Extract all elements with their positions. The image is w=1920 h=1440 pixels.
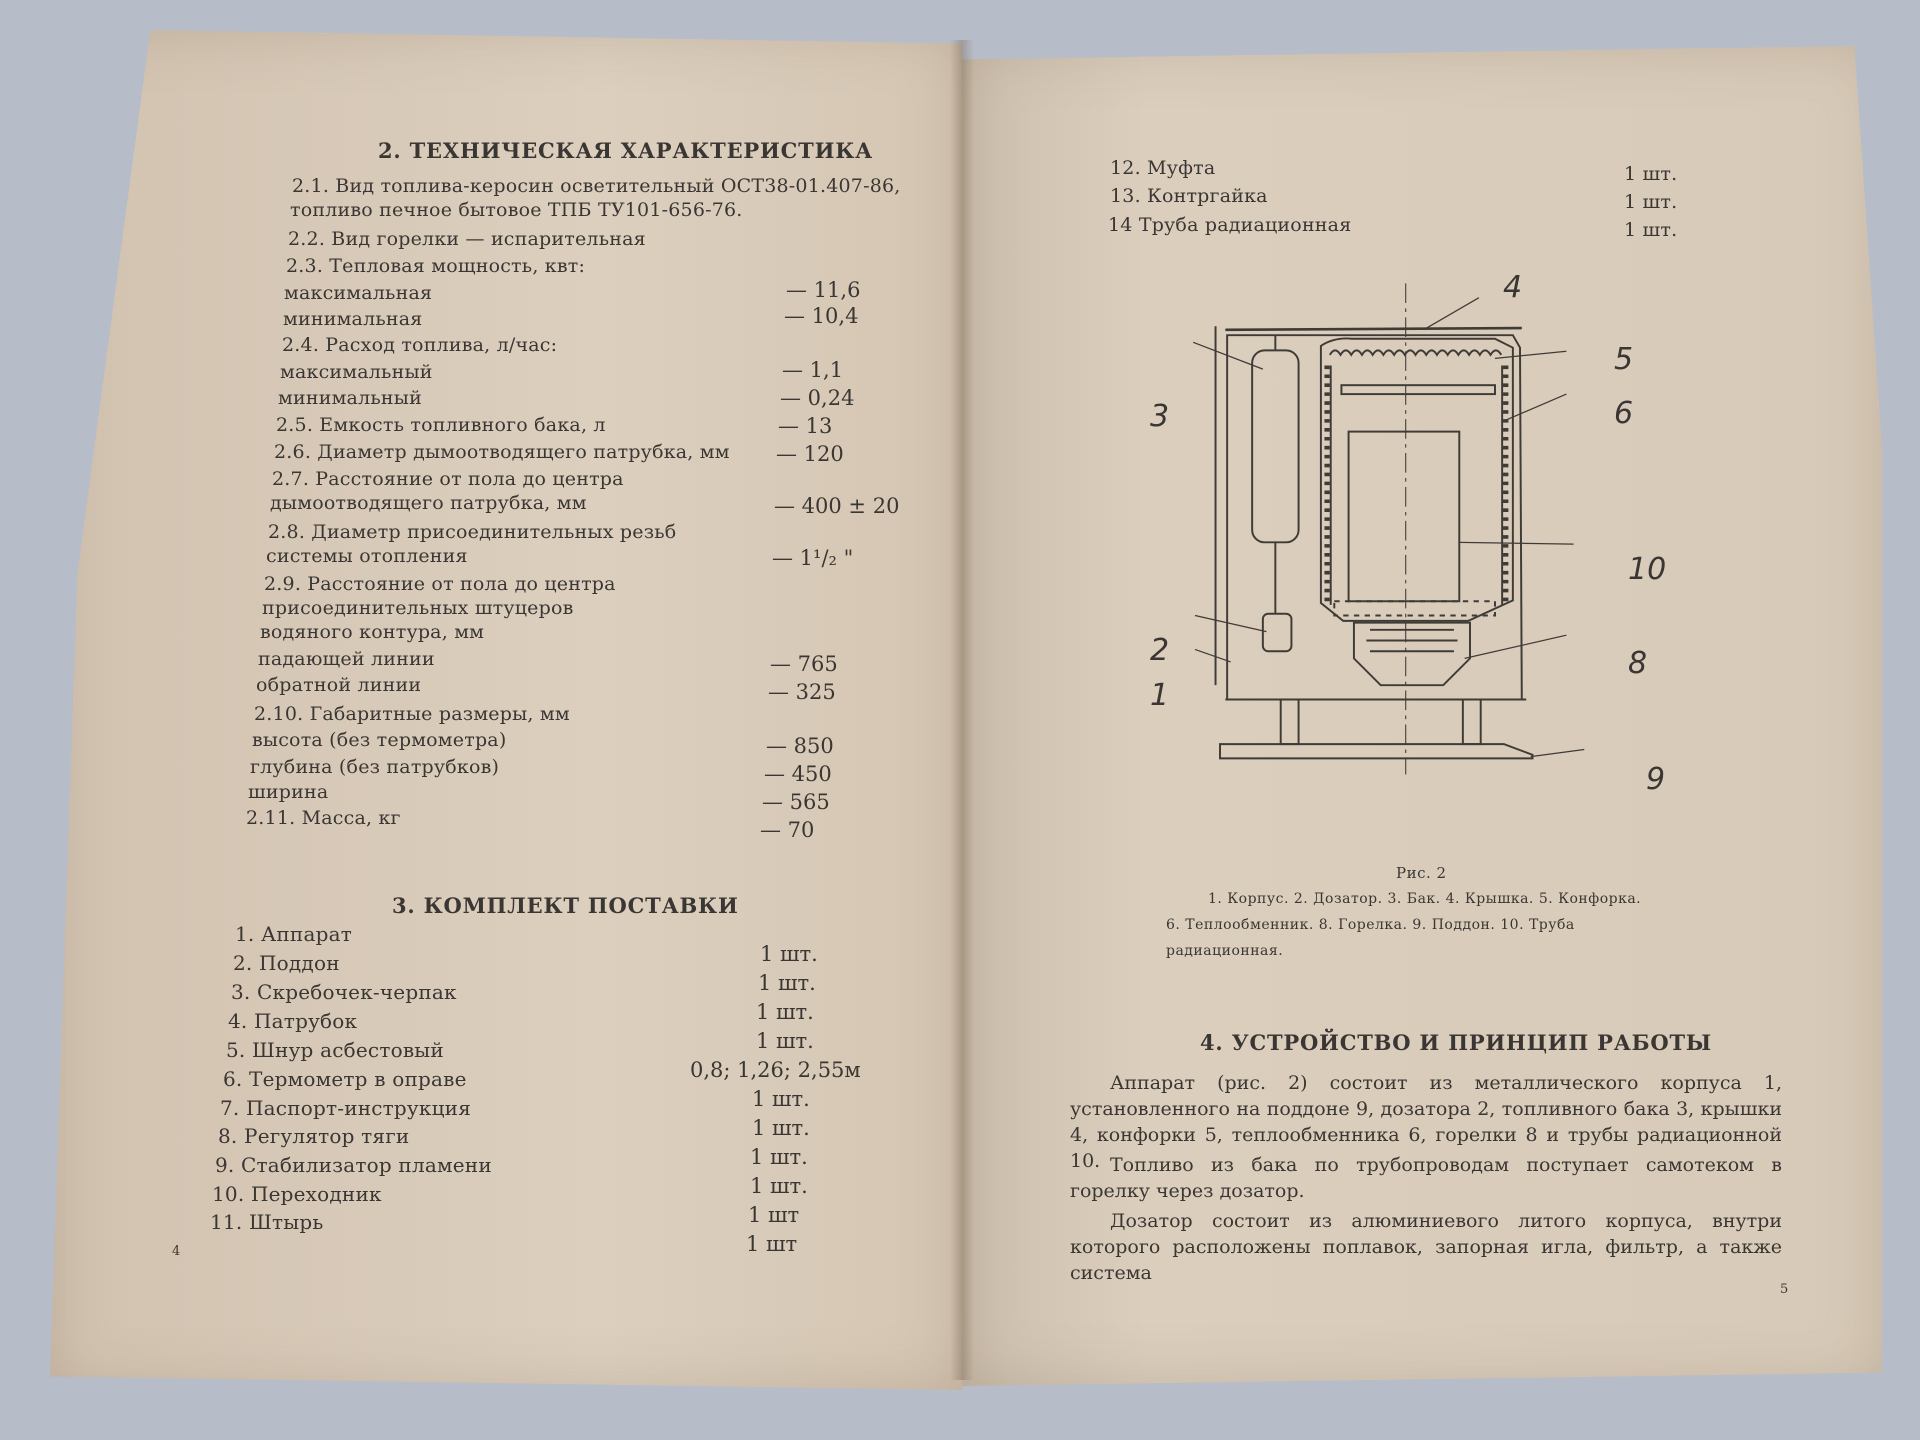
kit-item: 7. Паспорт-инструкция [220,1096,472,1120]
book-gutter [950,40,974,1380]
spec-value: — 765 [770,652,838,676]
callout-label: 4 [1503,270,1523,305]
spec-value: — 1¹/₂ " [772,546,854,570]
spec-line: системы отопления [266,545,468,567]
callout-label: 5 [1614,342,1634,377]
kit-item: 14 Труба радиационная [1108,214,1352,236]
spec-line: 2.1. Вид топлива-керосин осветительный ОСТ38-01.407-86, [292,175,901,197]
spec-line: глубина (без патрубков) [250,756,500,778]
spec-line: ширина [248,781,329,803]
spec-value: — 11,6 [786,278,861,302]
callout-label: 2 [1150,633,1170,668]
spec-value: — 10,4 [784,304,859,328]
spec-line: максимальная [284,282,433,304]
figure-caption-line: 1. Корпус. 2. Дозатор. 3. Бак. 4. Крышка. 5. Конфорка. [1208,891,1642,907]
callout-label: 8 [1628,646,1648,681]
spec-value: — 0,24 [780,386,855,410]
spec-line: 2.5. Емкость топливного бака, л [276,414,606,436]
spec-line: присоединительных штуцеров [262,597,574,619]
kit-quantity: 1 шт. [1624,163,1678,185]
body-paragraph: Дозатор состоит из алюминиевого литого корпуса, внутри которого расположены поплавок, запорная игла, фильтр, а также система [1070,1210,1782,1284]
kit-quantity: 1 шт. [760,942,818,966]
spec-value: — 13 [778,414,833,438]
callout-label: 6 [1614,396,1634,431]
section3-heading: 3. КОМПЛЕКТ ПОСТАВКИ [392,893,739,918]
page-number-right: 5 [1780,1282,1789,1297]
callout-label: 3 [1150,399,1170,434]
body-paragraph: Аппарат (рис. 2) состоит из металлического корпуса 1, установленного на поддоне 9, дозатора 2, топливного бака 3, крышки 4, конфорки 5, теплообменника 6, горелки 8 и трубы радиационной 10. [1070,1072,1782,1172]
spec-line: 2.6. Диаметр дымоотводящего патрубка, мм [274,441,730,463]
kit-item: 10. Переходник [212,1182,382,1206]
kit-quantity: 1 шт. [1624,219,1678,241]
figure-label: Рис. 2 [1396,864,1447,882]
spec-value: — 400 ± 20 [774,494,900,518]
spec-line: минимальный [278,387,422,409]
callout-label: 10 [1628,552,1667,587]
section2-heading: 2. ТЕХНИЧЕСКАЯ ХАРАКТЕРИСТИКА [378,138,874,163]
kit-quantity: 1 шт. [752,1087,810,1111]
kit-item: 12. Муфта [1110,157,1216,179]
spec-line: 2.9. Расстояние от пола до центра [264,573,616,595]
kit-quantity: 1 шт [746,1232,798,1256]
kit-item: 9. Стабилизатор пламени [215,1153,492,1177]
figure-caption-line: радиационная. [1166,943,1284,959]
body-paragraph: Топливо из бака по трубопроводам поступает самотеком в горелку через дозатор. [1070,1154,1782,1202]
callout-label: 1 [1150,678,1170,713]
page-number-left: 4 [172,1244,181,1259]
section4-heading: 4. УСТРОЙСТВО И ПРИНЦИП РАБОТЫ [1200,1030,1712,1055]
kit-item: 5. Шнур асбестовый [226,1038,444,1062]
kit-item: 1. Аппарат [235,922,352,946]
spec-line: 2.10. Габаритные размеры, мм [254,703,570,725]
kit-item: 4. Патрубок [228,1009,358,1033]
spec-value: — 565 [762,790,830,814]
kit-quantity: 1 шт. [1624,191,1678,213]
spec-line: 2.3. Тепловая мощность, квт: [286,255,586,277]
spec-value: — 850 [766,734,834,758]
spec-line: обратной линии [256,674,422,696]
kit-item: 2. Поддон [233,951,340,975]
spec-line: дымоотводящего патрубка, мм [270,492,587,514]
kit-item: 6. Термометр в оправе [223,1067,467,1091]
kit-quantity: 1 шт. [750,1174,808,1198]
kit-quantity: 1 шт. [758,971,816,995]
spec-line: топливо печное бытовое ТПБ ТУ101-656-76. [290,199,743,221]
callout-label: 9 [1646,762,1666,797]
spec-value: — 120 [776,442,844,466]
kit-item: 11. Штырь [210,1210,324,1234]
spec-line: 2.8. Диаметр присоединительных резьб [268,521,677,543]
spec-line: 2.4. Расход топлива, л/час: [282,334,558,356]
spec-line: высота (без термометра) [252,729,507,751]
kit-quantity: 1 шт. [752,1116,810,1140]
kit-quantity: 1 шт [748,1203,800,1227]
spec-line: 2.7. Расстояние от пола до центра [272,468,624,490]
kit-item: 8. Регулятор тяги [218,1124,410,1148]
spec-line: 2.11. Масса, кг [246,807,401,829]
kit-item: 3. Скребочек-черпак [231,980,457,1004]
spec-line: максимальный [280,361,433,383]
spec-line: 2.2. Вид горелки — испарительная [288,228,646,250]
kit-quantity: 0,8; 1,26; 2,55м [690,1058,861,1082]
kit-quantity: 1 шт. [756,1029,814,1053]
kit-quantity: 1 шт. [756,1000,814,1024]
spec-value: — 325 [768,680,836,704]
kit-item: 13. Контргайка [1110,185,1268,207]
spec-line: водяного контура, мм [260,621,485,643]
spec-value: — 1,1 [782,358,844,382]
kit-quantity: 1 шт. [750,1145,808,1169]
heater-diagram [1120,260,1620,780]
spec-value: — 70 [760,818,815,842]
figure-caption-line: 6. Теплообменник. 8. Горелка. 9. Поддон. 10. Труба [1166,917,1575,933]
spec-line: минимальная [283,308,423,330]
spec-line: падающей линии [258,648,435,670]
spec-value: — 450 [764,762,832,786]
